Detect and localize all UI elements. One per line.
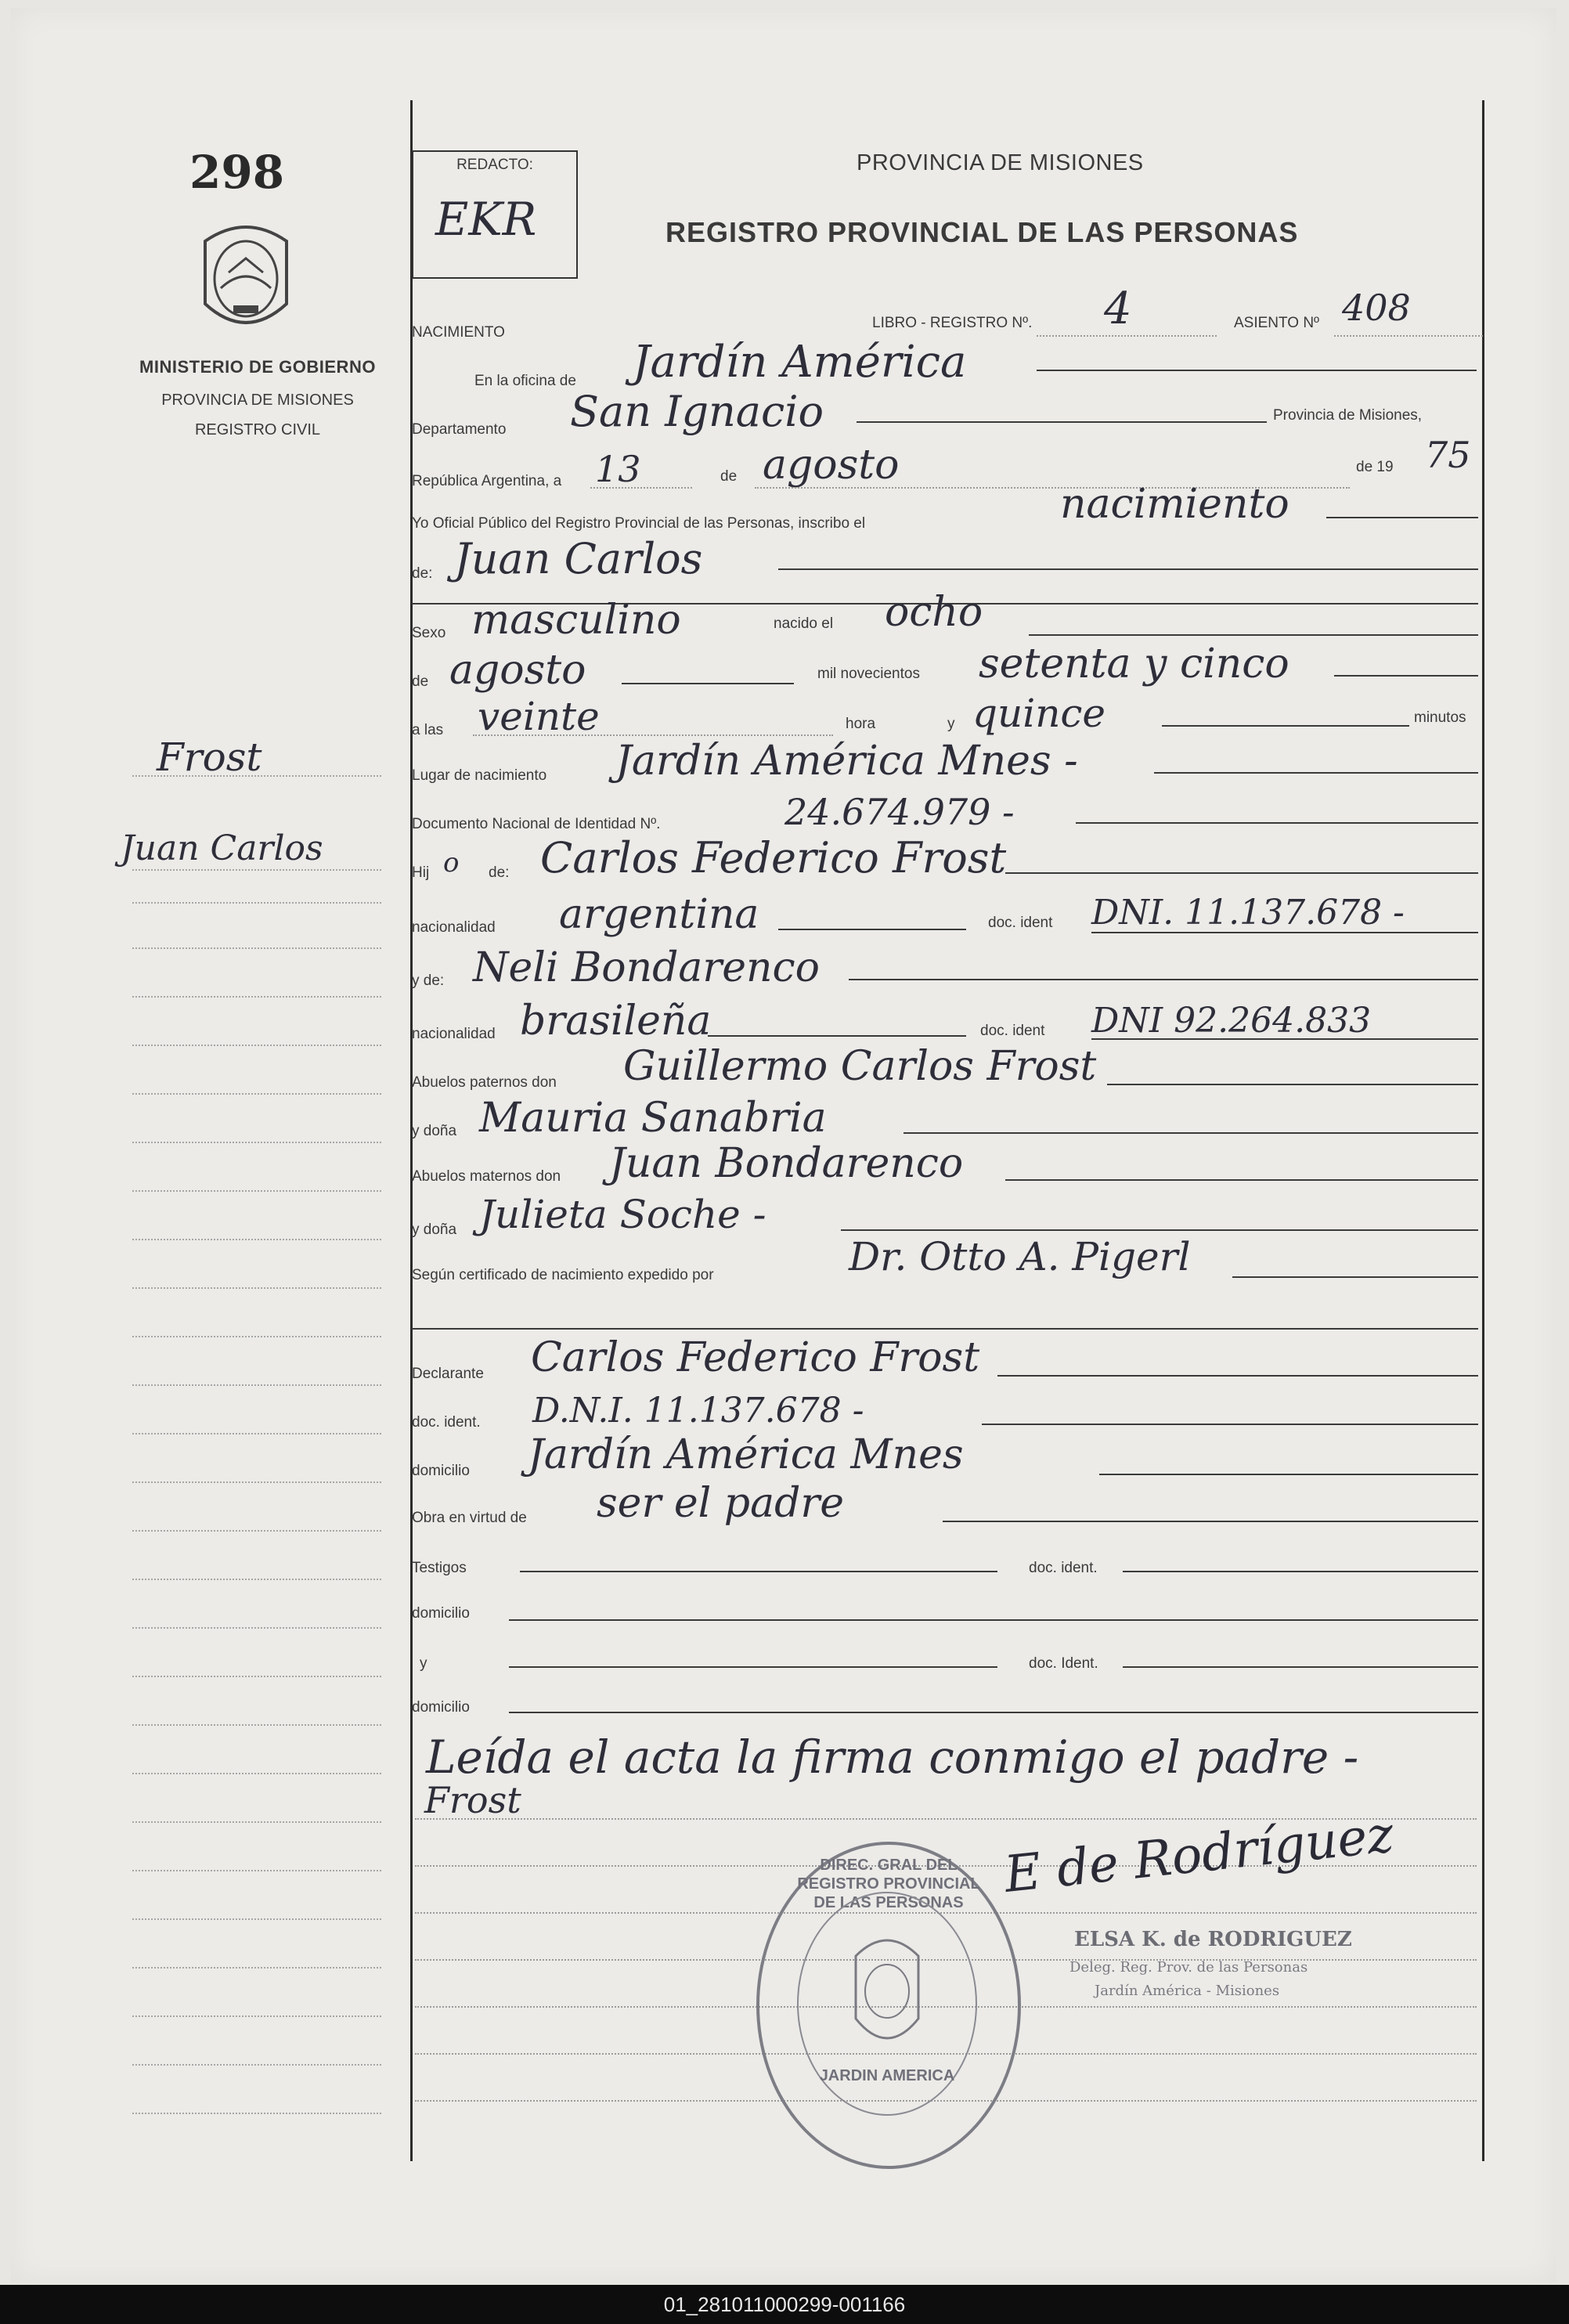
margin-line: [132, 1676, 381, 1677]
domicilio3-label: domicilio: [412, 1699, 470, 1716]
y2-label: y: [420, 1655, 427, 1672]
dni-line: [1076, 822, 1478, 824]
certificado-line: [1232, 1276, 1478, 1278]
libro-line: [1037, 335, 1217, 337]
margin-line: [132, 1870, 381, 1871]
doc-decl-value: D.N.I. 11.137.678 -: [532, 1391, 864, 1431]
abuelos-mat-label: Abuelos maternos don: [412, 1168, 561, 1185]
departamento-label: Departamento: [412, 421, 507, 438]
y2-line: [509, 1666, 997, 1668]
lugar-value: Jardín América Mnes -: [615, 738, 1078, 785]
abuela-mat-value: Julieta Soche -: [479, 1192, 766, 1237]
margin-line: [132, 902, 381, 904]
nota-value: Leída el acta la firma conmigo el padre -: [426, 1730, 1359, 1784]
asiento-line: [1334, 335, 1483, 337]
asiento-label: ASIENTO Nº: [1234, 315, 1319, 331]
departamento-value: San Ignacio: [570, 387, 824, 436]
oficina-label: En la oficina de: [474, 373, 576, 389]
lugar-label: Lugar de nacimiento: [412, 767, 547, 784]
margin-line: [132, 996, 381, 998]
margin-line: [132, 947, 381, 949]
doc-padre-label: doc. ident: [988, 915, 1053, 931]
nombre-value: Juan Carlos: [454, 534, 703, 583]
declarante-line: [997, 1375, 1478, 1377]
asiento-value: 408: [1342, 287, 1411, 329]
dia-value: 13: [595, 448, 641, 490]
obra-value: ser el padre: [597, 1480, 844, 1527]
margin-line: [132, 2113, 381, 2114]
official-name: ELSA K. de RODRIGUEZ: [1074, 1928, 1352, 1951]
margin-line: [132, 1627, 381, 1629]
nac-madre-value: brasileña: [520, 998, 712, 1045]
nombre-line: [778, 568, 1478, 570]
mes-nac-value: agosto: [449, 647, 586, 694]
mes-nac-line: [622, 683, 794, 684]
hijo-de-label: de:: [489, 864, 510, 881]
doc-test1-label: doc. ident.: [1029, 1560, 1098, 1576]
doc-test2-line: [1123, 1666, 1478, 1668]
doc-padre-value: DNI. 11.137.678 -: [1091, 893, 1405, 933]
minutos-value: quince: [972, 691, 1106, 736]
stamp-outer-text: DIREC. GRAL DEL REGISTRO PROVINCIAL DE LAS PERSONAS: [797, 1857, 980, 1911]
domicilio-line: [1099, 1474, 1478, 1475]
declarante-value: Carlos Federico Frost: [531, 1334, 980, 1381]
oficina-value: Jardín América: [633, 337, 967, 388]
nac-padre-label: nacionalidad: [412, 919, 496, 936]
oficial-line: [1326, 517, 1478, 518]
anio-value: 75: [1425, 434, 1471, 476]
abuela-pat-value: Mauria Sanabria: [479, 1095, 827, 1142]
official-place: Jardín América - Misiones: [1095, 1983, 1280, 1999]
hijo-label: Hij: [412, 864, 430, 881]
doc-test1-line: [1123, 1571, 1478, 1572]
abuelo-pat-value: Guillermo Carlos Frost: [623, 1043, 1097, 1090]
header-province: PROVINCIA DE MISIONES: [857, 150, 1144, 175]
hora-value: veinte: [478, 694, 600, 739]
margin-line: [132, 1045, 381, 1046]
doc-madre-value: DNI 92.264.833: [1091, 1001, 1372, 1041]
lugar-line: [1154, 772, 1478, 774]
departamento-line: [857, 421, 1267, 423]
doc-decl-line: [982, 1424, 1478, 1425]
margin-line: [132, 1142, 381, 1143]
sexo-value: masculino: [471, 597, 681, 644]
official-title: Deleg. Reg. Prov. de las Personas: [1069, 1959, 1308, 1976]
testigos-label: Testigos: [412, 1560, 467, 1576]
official-stamp: [756, 1842, 1021, 2169]
abuela-pat-line: [904, 1132, 1478, 1134]
ydona2-label: y doña: [412, 1222, 457, 1238]
margin-line: [132, 2015, 381, 2017]
doc-test2-label: doc. Ident.: [1029, 1655, 1098, 1672]
yde-label: y de:: [412, 973, 445, 989]
margin-line: [132, 1336, 381, 1337]
nac-padre-value: argentina: [559, 891, 759, 938]
y-label: y: [947, 716, 955, 732]
declarante-label: Declarante: [412, 1366, 484, 1382]
hora-line: [473, 734, 833, 736]
redacto-initials: EKR: [435, 193, 537, 246]
nac-madre-line: [708, 1035, 966, 1037]
nacido-line: [1029, 634, 1478, 636]
domicilio2-line: [509, 1619, 1478, 1621]
stamp-inner-ring: [797, 1892, 977, 2116]
abuela-mat-line: [841, 1229, 1478, 1231]
margin-line: [132, 1530, 381, 1532]
redacto-label: REDACTO:: [456, 157, 533, 173]
abuelo-mat-value: Juan Bondarenco: [609, 1140, 964, 1187]
doc-madre-label: doc. ident: [980, 1023, 1045, 1039]
dni-label: Documento Nacional de Identidad Nº.: [412, 816, 661, 832]
certificado-label: Según certificado de nacimiento expedido por: [412, 1267, 714, 1283]
civil-registry-label: REGISTRO CIVIL: [194, 421, 321, 438]
margin-note-surname: Frost: [157, 734, 262, 780]
domicilio-label: domicilio: [412, 1463, 470, 1479]
de-label: de: [720, 468, 738, 485]
oficial-value: nacimiento: [1060, 481, 1289, 528]
margin-line: [132, 775, 381, 777]
certificado-value: Dr. Otto A. Pigerl: [849, 1234, 1191, 1279]
margin-line: [132, 1384, 381, 1386]
margin-line: [132, 1481, 381, 1483]
nacido-value: ocho: [885, 589, 983, 636]
de19-label: de 19: [1356, 459, 1394, 475]
republica-label: República Argentina, a: [412, 473, 562, 489]
margin-line: [132, 1967, 381, 1969]
hijo-suffix: o: [443, 847, 460, 879]
stamp-inner-text: JARDIN AMERICA: [819, 2067, 955, 2084]
alas-label: a las: [412, 722, 444, 738]
folio-number: 298: [189, 146, 285, 199]
madre-line: [849, 979, 1478, 980]
mil-label: mil novecientos: [817, 666, 920, 682]
coat-of-arms-seal: [197, 218, 294, 343]
abuelo-pat-line: [1107, 1084, 1478, 1085]
margin-line: [132, 1093, 381, 1095]
abuelos-pat-label: Abuelos paternos don: [412, 1074, 557, 1091]
minutos-label: minutos: [1414, 709, 1466, 726]
oficial-label: Yo Oficial Público del Registro Provincial de las Personas, inscribo el: [412, 515, 866, 532]
de2-label: de: [412, 673, 429, 690]
padre-value: Carlos Federico Frost: [540, 833, 1007, 882]
header-title: REGISTRO PROVINCIAL DE LAS PERSONAS: [665, 216, 1299, 248]
document-page: [11, 8, 1556, 2282]
oficina-line: [1037, 370, 1477, 371]
anio-nac-line: [1334, 675, 1478, 677]
doc-madre-line: [1091, 1038, 1478, 1040]
margin-line: [132, 1918, 381, 1920]
domicilio-value: Jardín América Mnes: [528, 1431, 964, 1478]
margin-note-names: Juan Carlos: [121, 828, 323, 868]
dni-value: 24.674.979 -: [784, 791, 1015, 833]
doc-padre-line: [1091, 932, 1478, 933]
provincia-label: Provincia de Misiones,: [1273, 407, 1423, 424]
certificado-line-2: [412, 1328, 1478, 1330]
dia-line: [590, 487, 692, 489]
domicilio2-label: domicilio: [412, 1605, 470, 1622]
anio-nac-value: setenta y cinco: [979, 641, 1289, 687]
ydona1-label: y doña: [412, 1123, 457, 1139]
margin-line: [132, 1190, 381, 1192]
margin-line: [132, 1287, 381, 1289]
margin-line: [132, 1239, 381, 1240]
province-label: PROVINCIA DE MISIONES: [161, 392, 354, 409]
libro-label: LIBRO - REGISTRO Nº.: [872, 315, 1033, 331]
madre-value: Neli Bondarenco: [473, 944, 820, 991]
hora-label: hora: [846, 716, 876, 732]
nac-madre-label: nacionalidad: [412, 1026, 496, 1042]
redacto-box: [412, 150, 578, 279]
margin-line: [132, 1433, 381, 1434]
file-id: 01_281011000299-001166: [663, 2293, 906, 2316]
margin-line: [132, 1724, 381, 1726]
de-nombre-label: de:: [412, 565, 433, 582]
margin-line: [132, 1821, 381, 1823]
abuelo-mat-line: [1005, 1179, 1478, 1181]
testigos-line: [520, 1571, 997, 1572]
libro-value: 4: [1104, 283, 1132, 334]
obra-line: [943, 1521, 1478, 1522]
obra-label: Obra en virtud de: [412, 1510, 527, 1526]
margin-line: [132, 2064, 381, 2066]
padre-line: [1005, 872, 1478, 874]
mes-value: agosto: [763, 442, 900, 489]
nac-padre-line: [778, 929, 966, 930]
ministry-label: MINISTERIO DE GOBIERNO: [139, 357, 376, 377]
file-id-bar: [0, 2285, 1569, 2324]
nacido-label: nacido el: [774, 615, 834, 632]
signature: E de Rodríguez: [1001, 1806, 1397, 1904]
margin-line: [132, 1773, 381, 1774]
minutos-line: [1162, 725, 1409, 727]
margin-line: [132, 869, 381, 871]
doc-decl-label: doc. ident.: [412, 1414, 481, 1431]
sexo-label: Sexo: [412, 625, 446, 641]
domicilio3-line: [509, 1712, 1478, 1713]
nacimiento-label: NACIMIENTO: [412, 324, 505, 341]
margin-line: [132, 1579, 381, 1580]
firma-padre: Frost: [424, 1779, 521, 1821]
